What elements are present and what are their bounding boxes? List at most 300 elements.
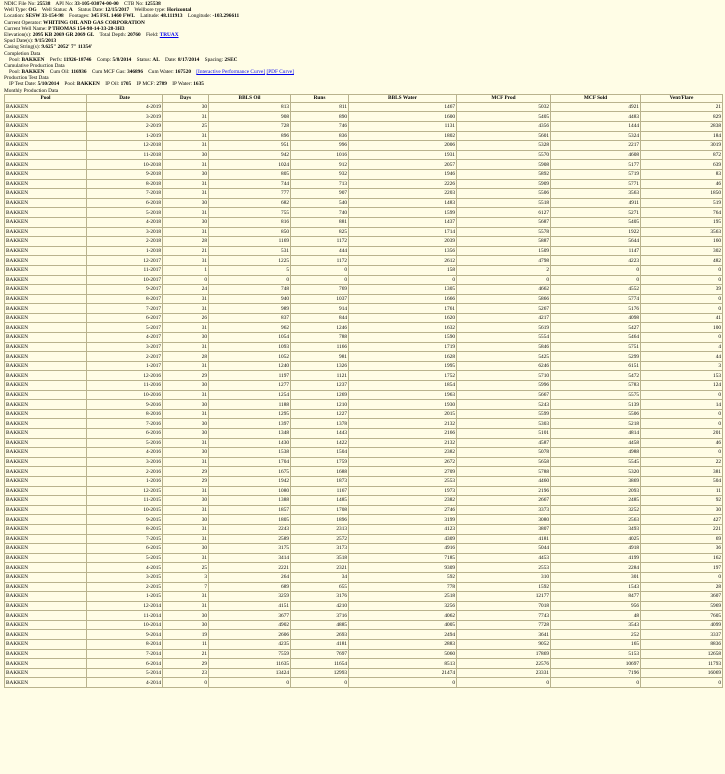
table-row [5, 102, 723, 112]
table-row [5, 649, 723, 659]
table-cell: 3869 [551, 476, 641, 486]
table-cell: 1600 [349, 112, 457, 122]
table-cell: 5575 [551, 390, 641, 400]
table-cell: BAKKEN [5, 122, 87, 132]
field-link[interactable]: TRUAX [159, 31, 179, 38]
table-cell: 10697 [551, 659, 641, 669]
table-cell: 1509 [457, 246, 551, 256]
table-row [5, 381, 723, 391]
table-cell: 5 [209, 265, 291, 275]
table-cell: 4309 [349, 534, 457, 544]
table-cell: BAKKEN [5, 486, 87, 496]
table-cell: 1714 [349, 227, 457, 237]
table-cell: 31 [163, 553, 209, 563]
table-cell: 5545 [551, 457, 641, 467]
table-cell: 30 [163, 102, 209, 112]
table-cell: 4217 [457, 313, 551, 323]
table-cell: 1172 [291, 237, 349, 247]
table-cell: 940 [209, 294, 291, 304]
api-no: 33-105-03074-00-00 [74, 1, 119, 7]
table-row [5, 294, 723, 304]
table-cell: 31 [163, 390, 209, 400]
table-cell: 195 [641, 217, 723, 227]
table-cell: 1930 [349, 400, 457, 410]
table-cell: 7728 [457, 620, 551, 630]
table-cell: 5425 [457, 352, 551, 362]
table-cell: 25 [163, 122, 209, 132]
table-cell: 10-2014 [87, 620, 163, 630]
header-line-well-name: Current Well Name: P THOMAS 154-98-14-33-28-3H3 [4, 25, 125, 32]
table-cell: 1483 [349, 198, 457, 208]
table-row [5, 592, 723, 602]
table-cell: 2709 [349, 467, 457, 477]
table-cell: 31 [163, 294, 209, 304]
table-cell: BAKKEN [5, 275, 87, 285]
table-cell: 9052 [457, 640, 551, 650]
table-cell: 31 [163, 486, 209, 496]
table-cell: 4-2015 [87, 563, 163, 573]
table-cell: 5570 [457, 150, 551, 160]
table-cell: 689 [209, 582, 291, 592]
table-cell: 5578 [457, 227, 551, 237]
table-cell: 9309 [349, 563, 457, 573]
table-cell: 5518 [457, 198, 551, 208]
table-cell: 4552 [551, 285, 641, 295]
table-cell: BAKKEN [5, 304, 87, 314]
table-cell: 4181 [457, 534, 551, 544]
table-cell: 5710 [457, 371, 551, 381]
production-test-title: Production Test Data [4, 75, 49, 82]
table-cell: 2221 [209, 563, 291, 573]
table-cell: 30 [163, 429, 209, 439]
table-cell: 31 [163, 361, 209, 371]
table-cell: 0 [209, 275, 291, 285]
table-cell: 1 [163, 265, 209, 275]
table-cell: BAKKEN [5, 217, 87, 227]
table-cell: BAKKEN [5, 179, 87, 189]
table-cell: 1246 [291, 323, 349, 333]
table-cell: 1388 [209, 496, 291, 506]
table-row [5, 582, 723, 592]
table-cell: 2494 [349, 630, 457, 640]
table-cell: BAKKEN [5, 333, 87, 343]
table-cell: 31 [163, 438, 209, 448]
table-cell: BAKKEN [5, 534, 87, 544]
table-cell: BAKKEN [5, 208, 87, 218]
table-row [5, 169, 723, 179]
table-cell: 4988 [551, 448, 641, 458]
table-cell: 5996 [457, 381, 551, 391]
table-cell: 1538 [209, 448, 291, 458]
table-cell: BAKKEN [5, 112, 87, 122]
well-header [0, 0, 725, 94]
table-cell: 1802 [349, 131, 457, 141]
table-cell: 0 [291, 678, 349, 688]
table-cell: 34 [291, 572, 349, 582]
table-cell: 5044 [457, 544, 551, 554]
table-row [5, 285, 723, 295]
table-cell: 1147 [551, 246, 641, 256]
table-cell: 10-2017 [87, 275, 163, 285]
table-cell: 30 [641, 505, 723, 515]
table-row [5, 476, 723, 486]
table-cell: 21 [641, 102, 723, 112]
table-cell: 31 [163, 256, 209, 266]
file-no: 25538 [37, 1, 51, 7]
table-row [5, 486, 723, 496]
table-cell: BAKKEN [5, 352, 87, 362]
table-cell: 16069 [641, 668, 723, 678]
table-cell: 740 [291, 208, 349, 218]
table-row [5, 668, 723, 678]
table-cell: 1225 [209, 256, 291, 266]
table-cell: 41 [641, 313, 723, 323]
table-row [5, 371, 723, 381]
table-cell: 5032 [457, 102, 551, 112]
table-cell: 23 [163, 668, 209, 678]
table-cell: 36 [641, 544, 723, 554]
table-cell: 2015 [349, 409, 457, 419]
table-cell: 12658 [641, 649, 723, 659]
table-cell: 31 [163, 304, 209, 314]
table-cell: 0 [641, 304, 723, 314]
table-cell: 3080 [457, 515, 551, 525]
table-cell: 21474 [349, 668, 457, 678]
table-cell: 24 [163, 285, 209, 295]
table-cell: 1599 [349, 208, 457, 218]
table-row [5, 524, 723, 534]
table-cell: 890 [291, 112, 349, 122]
table-cell: 4181 [291, 640, 349, 650]
table-cell: 0 [641, 409, 723, 419]
table-cell: 639 [641, 160, 723, 170]
table-row [5, 160, 723, 170]
table-cell: 9-2018 [87, 169, 163, 179]
table-cell: 5892 [457, 169, 551, 179]
table-cell: 989 [209, 304, 291, 314]
table-cell: 162 [641, 553, 723, 563]
table-cell: 4235 [209, 640, 291, 650]
table-cell: 31 [163, 592, 209, 602]
table-cell: 11 [641, 486, 723, 496]
table-header-row [5, 94, 723, 102]
table-cell: 5506 [551, 409, 641, 419]
table-cell: 1254 [209, 390, 291, 400]
table-cell: 2093 [551, 486, 641, 496]
table-cell: 914 [291, 304, 349, 314]
table-cell: 1-2017 [87, 361, 163, 371]
table-cell: BAKKEN [5, 515, 87, 525]
table-cell: 1121 [291, 371, 349, 381]
table-row [5, 208, 723, 218]
table-cell: 1188 [209, 400, 291, 410]
table-cell: BAKKEN [5, 630, 87, 640]
table-cell: 5218 [551, 419, 641, 429]
table-cell: 1-2018 [87, 246, 163, 256]
table-cell: 5299 [551, 352, 641, 362]
table-cell: 896 [209, 131, 291, 141]
table-cell: 31 [163, 160, 209, 170]
table-cell: 2518 [349, 592, 457, 602]
table-cell: 2883 [349, 640, 457, 650]
table-row [5, 256, 723, 266]
table-cell: 1237 [291, 381, 349, 391]
table-cell: 1761 [349, 304, 457, 314]
table-cell: 19 [163, 630, 209, 640]
table-cell: 3 [641, 361, 723, 371]
table-cell: 302 [641, 246, 723, 256]
table-cell: 12-2014 [87, 601, 163, 611]
table-row [5, 467, 723, 477]
table-cell: 3 [163, 572, 209, 582]
table-cell: 1093 [209, 342, 291, 352]
table-cell: 12-2016 [87, 371, 163, 381]
table-cell: 2563 [551, 515, 641, 525]
table-cell: 31 [163, 534, 209, 544]
table-cell: 1197 [209, 371, 291, 381]
table-cell: 26 [163, 313, 209, 323]
table-cell: 14 [641, 400, 723, 410]
table-cell: 11 [163, 640, 209, 650]
table-cell: 4587 [457, 438, 551, 448]
table-cell: 12-2017 [87, 256, 163, 266]
table-cell: 4099 [641, 620, 723, 630]
table-cell: 11-2016 [87, 381, 163, 391]
table-cell: 2606 [209, 630, 291, 640]
table-cell: 592 [349, 572, 457, 582]
table-cell: 444 [291, 246, 349, 256]
table-cell: 4918 [551, 544, 641, 554]
table-row [5, 122, 723, 132]
table-cell: 8-2016 [87, 409, 163, 419]
table-cell: 3-2018 [87, 227, 163, 237]
table-cell: 2313 [291, 524, 349, 534]
table-cell: 5-2017 [87, 323, 163, 333]
table-cell: 1356 [349, 246, 457, 256]
table-cell: 0 [291, 265, 349, 275]
table-cell: 951 [209, 141, 291, 151]
table-cell: 6-2016 [87, 429, 163, 439]
table-cell: 1719 [349, 342, 457, 352]
table-cell: 2243 [209, 524, 291, 534]
table-row [5, 227, 723, 237]
table-cell: BAKKEN [5, 544, 87, 554]
header-line-elevation: Elevation(s): 2095 KB 2069 GR 2069 GL Total Depth: 20760 Field: TRUAX [4, 31, 179, 38]
table-cell: 6-2014 [87, 659, 163, 669]
table-cell: BAKKEN [5, 649, 87, 659]
table-row [5, 390, 723, 400]
table-cell: 31 [163, 208, 209, 218]
table-cell: BAKKEN [5, 313, 87, 323]
table-cell: 872 [641, 150, 723, 160]
table-cell: 0 [641, 419, 723, 429]
table-cell: 655 [291, 582, 349, 592]
table-cell: 31 [163, 141, 209, 151]
table-row [5, 141, 723, 151]
table-cell: 11793 [641, 659, 723, 669]
table-cell: BAKKEN [5, 582, 87, 592]
table-row [5, 313, 723, 323]
table-cell: 5619 [457, 323, 551, 333]
table-cell: 264 [209, 572, 291, 582]
table-cell: 381 [641, 467, 723, 477]
table-cell: 1269 [291, 390, 349, 400]
production-test-data: IP Test Date: 5/10/2014 Pool: BAKKEN IP Oil: 1705 IP MCF: 2789 IP Water: 1635 [9, 81, 204, 88]
table-cell: 2226 [349, 179, 457, 189]
table-cell: 0 [641, 448, 723, 458]
table-cell: 2-2016 [87, 467, 163, 477]
table-cell: 4798 [457, 256, 551, 266]
table-cell: 2321 [291, 563, 349, 573]
table-cell: 3-2015 [87, 572, 163, 582]
table-cell: 1210 [291, 400, 349, 410]
table-cell: 5472 [551, 371, 641, 381]
table-cell: BAKKEN [5, 620, 87, 630]
table-row [5, 131, 723, 141]
table-row [5, 515, 723, 525]
table-cell: 1805 [209, 515, 291, 525]
table-cell: 2382 [349, 448, 457, 458]
table-cell: 11-2017 [87, 265, 163, 275]
table-row [5, 198, 723, 208]
table-cell: 8513 [349, 659, 457, 669]
table-cell: 4662 [457, 285, 551, 295]
table-cell: 3641 [457, 630, 551, 640]
table-cell: 5060 [349, 649, 457, 659]
table-row [5, 189, 723, 199]
table-cell: 519 [641, 198, 723, 208]
table-cell: 8-2015 [87, 524, 163, 534]
table-cell: 5969 [641, 601, 723, 611]
table-cell: 2166 [349, 429, 457, 439]
table-cell: 7-2014 [87, 649, 163, 659]
table-cell: 4005 [349, 620, 457, 630]
table-cell: 1590 [349, 333, 457, 343]
table-cell: 0 [551, 275, 641, 285]
table-cell: 0 [641, 265, 723, 275]
table-row [5, 534, 723, 544]
table-cell: 31 [163, 524, 209, 534]
table-cell: BAKKEN [5, 601, 87, 611]
table-cell: 1172 [291, 256, 349, 266]
table-cell: 805 [209, 169, 291, 179]
table-cell: 30 [163, 217, 209, 227]
table-cell: 6-2015 [87, 544, 163, 554]
table-cell: BAKKEN [5, 285, 87, 295]
table-cell: 4199 [551, 553, 641, 563]
table-cell: 0 [641, 275, 723, 285]
table-cell: 2-2019 [87, 122, 163, 132]
table-cell: 5243 [457, 400, 551, 410]
table-row [5, 400, 723, 410]
table-cell: 3414 [209, 553, 291, 563]
table-cell: 17869 [457, 649, 551, 659]
table-cell: 8-2018 [87, 179, 163, 189]
header-line-location: Location: SESW 33-154-98 Footages: 345 FSL 1460 FWL Latitude: 48.111913 Longitude: -103.296611 [4, 13, 240, 20]
table-cell: 46 [641, 179, 723, 189]
table-cell: 1295 [209, 409, 291, 419]
table-cell: 11-2018 [87, 150, 163, 160]
table-cell: 31 [163, 179, 209, 189]
table-row [5, 553, 723, 563]
table-cell: BAKKEN [5, 361, 87, 371]
table-cell: 748 [209, 285, 291, 295]
table-cell: 932 [291, 169, 349, 179]
table-cell: BAKKEN [5, 640, 87, 650]
table-cell: 7-2017 [87, 304, 163, 314]
table-cell: 1620 [349, 313, 457, 323]
table-cell: 881 [291, 217, 349, 227]
interactive-curve-link[interactable]: [Interactive Performance Curve] [196, 69, 266, 76]
table-cell: 124 [641, 381, 723, 391]
table-cell: BAKKEN [5, 409, 87, 419]
table-cell: 12-2018 [87, 141, 163, 151]
header-line-operator: Current Operator: WHITING OIL AND GAS CORPORATION [4, 19, 145, 26]
table-cell: 6246 [457, 361, 551, 371]
table-cell: 3563 [641, 227, 723, 237]
table-cell: 942 [209, 150, 291, 160]
table-cell: 0 [349, 275, 457, 285]
table-cell: 1628 [349, 352, 457, 362]
table-cell: BAKKEN [5, 496, 87, 506]
table-cell: 31 [163, 342, 209, 352]
table-cell: 1131 [349, 122, 457, 132]
table-cell: 5-2018 [87, 208, 163, 218]
header-line-spud: Spud Date(s): 9/15/2013 [4, 38, 57, 45]
table-cell: 8836 [641, 640, 723, 650]
column-header: MCF Prod [457, 94, 551, 102]
table-cell: 5153 [551, 649, 641, 659]
table-cell: 769 [291, 285, 349, 295]
table-row [5, 150, 723, 160]
table-cell: 3-2016 [87, 457, 163, 467]
table-cell: 0 [291, 275, 349, 285]
pdf-curve-link[interactable]: [PDF Curve] [266, 69, 294, 76]
table-cell: 0 [551, 265, 641, 275]
table-cell: 201 [641, 429, 723, 439]
table-cell: 2589 [209, 534, 291, 544]
table-row [5, 630, 723, 640]
table-row [5, 112, 723, 122]
table-cell: BAKKEN [5, 438, 87, 448]
table-cell: 92 [641, 496, 723, 506]
table-row [5, 217, 723, 227]
table-cell: 0 [551, 678, 641, 688]
table-cell: 1857 [209, 505, 291, 515]
table-cell: 1054 [209, 333, 291, 343]
table-row [5, 438, 723, 448]
table-cell: 12993 [291, 668, 349, 678]
table-cell: 30 [163, 611, 209, 621]
table-cell: BAKKEN [5, 592, 87, 602]
table-cell: 540 [291, 198, 349, 208]
table-cell: 755 [209, 208, 291, 218]
table-cell: 504 [641, 476, 723, 486]
table-cell: 2-2017 [87, 352, 163, 362]
table-cell: 3173 [291, 544, 349, 554]
table-cell: 4-2018 [87, 217, 163, 227]
table-cell: 3175 [209, 544, 291, 554]
table-cell: 22576 [457, 659, 551, 669]
table-cell: 2667 [457, 496, 551, 506]
table-cell: 1240 [209, 361, 291, 371]
table-cell: 10-2015 [87, 505, 163, 515]
table-cell: 1931 [349, 150, 457, 160]
table-cell: 5658 [457, 457, 551, 467]
table-cell: 0 [457, 275, 551, 285]
table-cell: 7196 [551, 668, 641, 678]
table-cell: BAKKEN [5, 371, 87, 381]
